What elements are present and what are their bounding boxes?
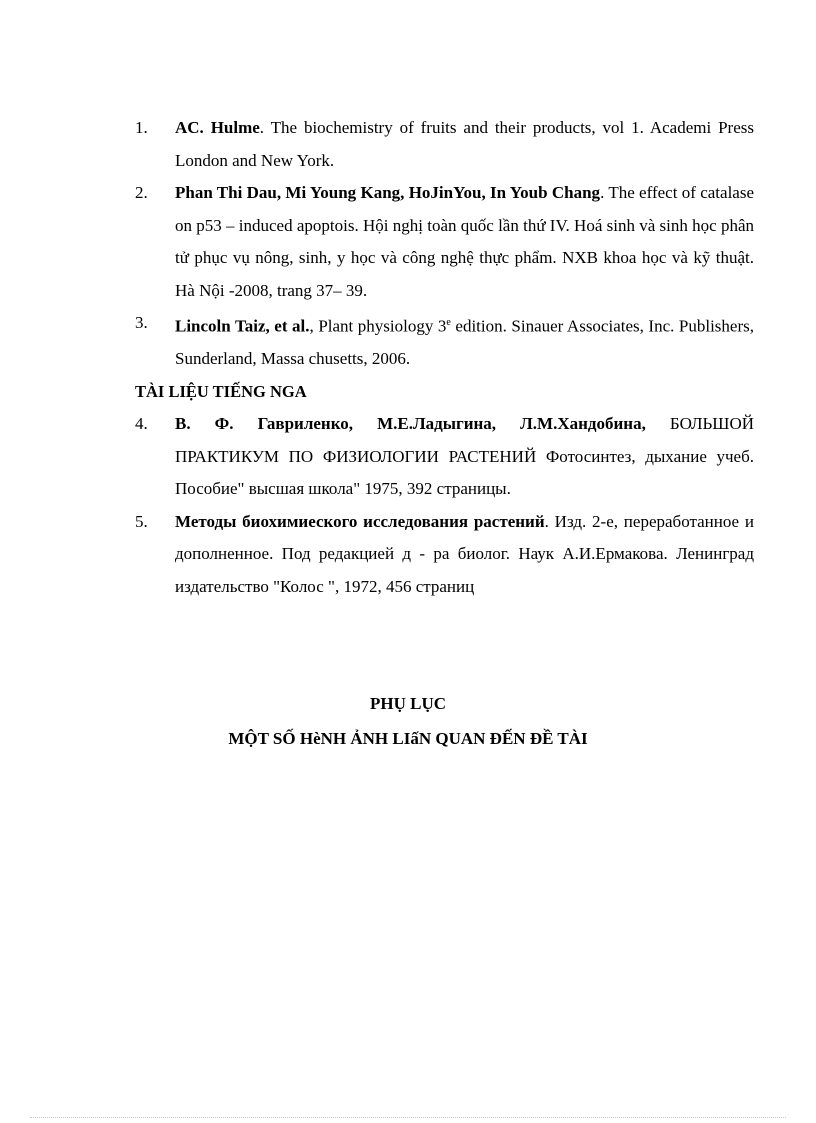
reference-text: . The effect of catalase on p53 – induced apoptois. Hội nghị toàn quốc lần thứ IV. Hoá sinh và sinh học phân tử phục vụ nông, sinh, y học và công nghệ thực phẩm. NXB khoa học và kỹ thuật. Hà Nội -2008, trang 37– 39. — [175, 183, 754, 300]
page-bottom-divider — [30, 1117, 786, 1118]
reference-authors: Phan Thi Dau, Mi Young Kang, HoJinYou, In Youb Chang — [175, 183, 601, 202]
edition-superscript: e — [446, 317, 451, 328]
reference-authors: AC. Hulme — [175, 118, 260, 137]
reference-text: БОЛЬШОЙ ПРАКТИКУМ ПО ФИЗИОЛОГИИ РАСТЕНИЙ Фотосинтез, дыхание учеб. Пособие" высшая школа" 1975, 392 страницы. — [175, 414, 754, 499]
reference-text: , Plant physiology 3 — [309, 316, 447, 336]
reference-item-1 — [135, 112, 754, 177]
reference-number: 3. — [135, 313, 148, 332]
appendix-title: PHỤ LỤC — [369, 694, 447, 713]
section-heading-russian: TÀI LIỆU TIẾNG NGA — [135, 381, 307, 401]
reference-list — [135, 112, 754, 603]
reference-text: . Изд. 2-е, переработанное и дополненное. Под редакцией д - ра биолог. Наук А.И.Ермакова. Ленинград издательство "Колос ", 1972, 456 страниц — [175, 511, 754, 596]
reference-number: 1. — [135, 118, 148, 137]
reference-item-3 — [135, 307, 754, 376]
reference-authors: В. Ф. Гавриленко, М.Е.Ладыгина, Л.М.Хандобина, — [175, 414, 646, 434]
appendix-subtitle: MỘT SỐ HèNH ẢNH LIấN QUAN ĐẾN ĐỀ TÀI — [228, 729, 588, 748]
reference-text: . The biochemistry of fruits and their products, vol 1. Academi Press London and New York. — [175, 118, 754, 170]
reference-authors: Lincoln Taiz, et al. — [175, 316, 310, 336]
reference-item-5 — [135, 506, 754, 604]
reference-number: 5. — [135, 511, 148, 531]
reference-number: 4. — [135, 414, 148, 434]
reference-item-2 — [135, 177, 754, 307]
reference-item-4 — [135, 408, 754, 506]
reference-authors: Методы биохимиеского исследования растений — [175, 511, 545, 531]
reference-number: 2. — [135, 183, 148, 202]
reference-text-continued: edition. Sinauer Associates, Inc. Publishers, Sunderland, Massa chusetts, 2006. — [175, 316, 754, 369]
